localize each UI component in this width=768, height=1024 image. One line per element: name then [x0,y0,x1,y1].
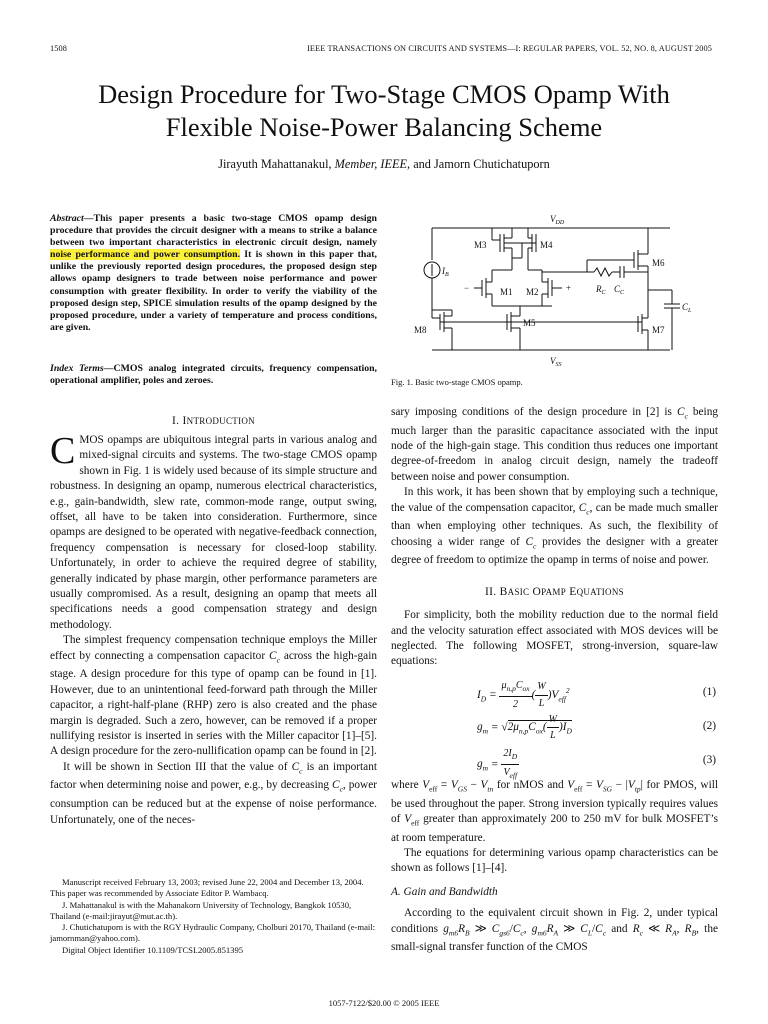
equation-3-number: (3) [702,753,716,766]
section-heading-intro [50,415,377,427]
circuit-labels [414,214,692,368]
right-paragraph-3: For simplicity, both the mobility reduction due to the normal field and the velocity saturation effect associated with MOS devices will be neglected. The following MOSFET, strong-inversion, square-law equations: [391,609,718,668]
minus-input-label: − [464,283,470,293]
equation-2-number: (2) [702,719,716,732]
circuit-diagram [412,210,702,370]
equation-2: $g_m = √2\mu_{n,p}C_{ox}$( $\frac{W}{L}$ )$I_D$ (2) [477,713,716,742]
rc-label: $R_C$ [596,284,606,296]
member-grade: Member, IEEE, [334,157,411,171]
paper-title [0,78,768,144]
drop-cap: C [50,430,76,472]
authors [0,157,768,172]
right-paragraph-5: The equations for determining various opamp characteristics can be shown as follows [1]–[4]. [391,846,718,875]
vdd-label: $V_{DD}$ [550,214,565,226]
section-heading-2: II. BASIC OPAMP EQUATIONS [485,585,624,598]
ib-label: $I_B$ [442,266,449,278]
m6-label: M6 [652,258,665,268]
m2-label: M2 [526,287,539,297]
footnote-received: Manuscript received February 13, 2003; revised June 22, 2004 and December 13, 2004. This paper was recommended by Associate Editor P. Wambacq. [50,877,364,899]
footnote-author-2: J. Chutichatuporn is with the RGY Hydraulic Company, Cholburi 20170, Thailand (e-mail: jamornman@yahoo.com). [50,922,376,944]
m7-label: M7 [652,325,665,335]
intro-paragraph-2: The simplest frequency compensation technique employs the Miller effect by connecting a compensation capacitor $C_c$ across the high-gain stage. A design procedure for this type of opamp can be found in [1]. However, due to an unintentional feed-forward path through the Miller capacitor, a right-half-plane (RHP) zero is also created and the phase margin is degraded. Such a zero, however, can be removed if a proper nullifying resistor is inserted in series with the Miller capacitor [1]–[5]. A design procedure for the zero-nullification opamp can be found in [2]. [50,634,377,758]
m3-label: M3 [474,240,487,250]
intro-body [50,430,377,828]
m1-label: M1 [500,287,513,297]
abstract-text-2: It is shown in this paper that, unlike the previously reported design procedures, the proposed design step allows opamp designers to trade between noise performance and power consumption with greater flexibility. In order to verify the viability of the proposed design step, SPICE simulation results of the opamp designed by the proposed procedure, under a variety of temperature and process conditions, are given. [50,249,377,333]
footnote-doi: Digital Object Identifier 10.1109/TCSI.2005.851395 [62,944,244,955]
index-terms-label: Index Terms— [50,363,114,374]
m5-label: M5 [523,318,536,328]
m8-label: M8 [414,325,427,335]
section-number-intro: I. [172,415,180,427]
author-1: Jirayuth Mahattanakul, [218,157,332,171]
right-paragraph-2: In this work, it has been shown that by employing such a technique, the value of the compensation capacitor, $C_c$, can be made much smaller than when employing other techniques. As such, the flexibility of choosing a wider range of $C_c$ provides the designer with a greater degree of freedom to optimize the opamp in terms of noise and power. [391,486,718,567]
journal-header: IEEE TRANSACTIONS ON CIRCUITS AND SYSTEMS—I: REGULAR PAPERS, VOL. 52, NO. 8, AUGUST 2005 [307,44,712,53]
subsection-heading-a: A. Gain and Bandwidth [391,885,498,898]
abstract-highlight: noise performance and power consumption. [50,249,241,261]
title-line-2: Flexible Noise-Power Balancing Scheme [165,112,603,142]
author-2: and Jamorn Chutichatuporn [413,157,550,171]
title-line-1: Design Procedure for Two-Stage CMOS Opamp With [98,79,670,109]
page-number: 1508 [50,44,67,53]
right-paragraph-1: sary imposing conditions of the design procedure in [2] is $C_c$ being much larger than the parasitic capacitance associated with the input node of the high-gain stage. This condition thus reduces one important degree-of-freedom in analog circuit design, namely the tradeoff between noise and power consumption. [391,406,718,483]
vss-label: $V_{SS}$ [550,356,562,368]
abstract [50,213,377,334]
equation-3: $g_m$ = $\frac{2I_D}{V_{eff}}$ (3) [477,747,716,781]
footnotes [50,877,377,956]
issn-footer: 1057-7122/$20.00 © 2005 IEEE [328,998,440,1008]
index-terms-text: CMOS analog integrated circuits, frequency compensation, operational amplifier, poles and zeroes. [50,363,377,387]
right-paragraph-6: According to the equivalent circuit shown in Fig. 2, under typical conditions $g_{m6}R_B$ ≫ $C_{gs6}/C_c$, $g_{m6}R_A$ ≫ $C_L/C_c$ and $R_c$ ≪ $R_A$, $R_B$, the small-signal transfer function of the CMOS [391,907,718,954]
abstract-label: Abstract— [50,213,94,224]
right-paragraph-4: where $V_{eff} = V_{GS} - V_{tn}$ for nMOS and $V_{eff} = V_{SG} - |V_{tp}|$ for PMOS, will be used throughout the paper. Strong inversion typically requires values of $V_{eff}$ greater than approximately 200 to 250 mV for bulk MOSFET’s at room temperature. [391,778,718,844]
cc-label: $C_C$ [614,284,625,296]
right-column-body [391,405,718,956]
intro-paragraph-3: It will be shown in Section III that the value of $C_c$ is an important factor when determining noise and power, e.g., by decreasing $C_c$, power consumption can be reduced but at the expense of noise performance. Unfortunately, one of the neces- [50,760,377,826]
plus-input-label: + [566,283,572,293]
figure-caption: Fig. 1. Basic two-stage CMOS opamp. [391,377,523,387]
footnote-author-1: J. Mahattanakul is with the Mahanakorn University of Technology, Bangkok 10530, Thailand (e-mail:jirayut@mut.ac.th). [50,899,352,921]
section-title-intro: INTRODUCTION [182,415,255,427]
m4-label: M4 [540,240,553,250]
equation-1: $I_D$ = $\frac{\mu_{n,p}C_{ox}}{2}$ ( $\frac{W}{L}$ )$V_{eff}^2$ (1) [477,679,716,711]
index-terms [50,363,377,387]
intro-paragraph-1: CMOS opamps are ubiquitous integral parts in various analog and mixed-signal circuits and systems. The two-stage CMOS opamp shown in Fig. 1 is widely used because of its simple structure and robustness. In designing an opamp, numerous electrical characteristics, e.g., gain-bandwidth, slew rate, common-mode range, output swing, offset, all have to be taken into consideration. Furthermore, since opamps are designed to be operated with negative-feedback connection, frequency compensation is necessary for closed-loop stability. Unfortunately, in order to achieve the required degree of stability, generally indicated by phase margin, other performance parameters are usually compromised. As a result, designing an opamp that meets all specifications needs a good compensation strategy and design methodology. [50,430,377,631]
cl-label: $C_L$ [682,302,692,314]
equation-1-number: (1) [702,685,716,698]
abstract-text-1: This paper presents a basic two-stage CMOS opamp design procedure that provides the circuit designer with a means to strike a balance between two important characteristics in electronic circuit design, namely [50,213,377,249]
